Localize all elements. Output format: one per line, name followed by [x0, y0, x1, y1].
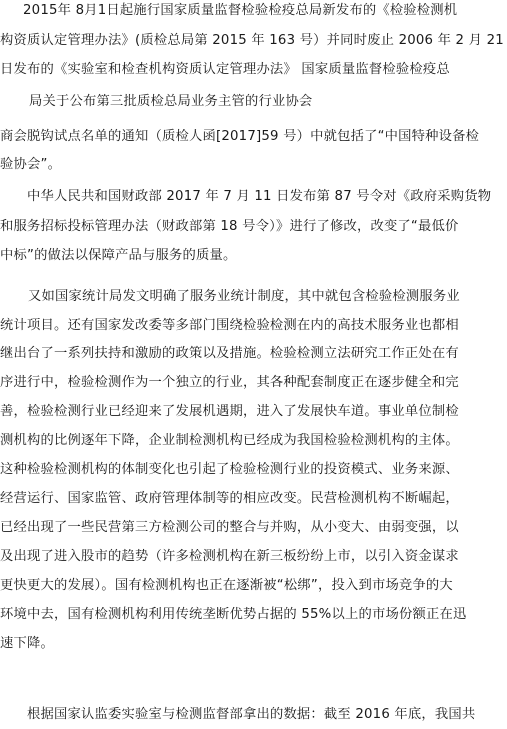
text-line: 更快更大的发展）。国有检测机构也正在逐渐被“松绑”，投入到市场竞争的大 [0, 578, 453, 593]
text-line: 构资质认定管理办法》(质检总局第 2015 年 163 号）并同时废止 2006 年 2 月 21 [0, 33, 504, 48]
text-line: 中华人民共和国财政部 2017 年 7 月 11 日发布第 87 号令对《政府采购货物 [27, 189, 492, 204]
text-line: 已经出现了一些民营第三方检测公司的整合与并购，从小变大、由弱变强，以 [0, 520, 459, 535]
text-line: 根据国家认监委实验室与检测监督部拿出的数据：截至 2016 年底，我国共 [27, 707, 476, 722]
text-line: 善，检验检测行业已经迎来了发展机遇期，进入了发展快车道。事业单位制检 [0, 404, 459, 419]
text-line: 及出现了进入股市的趋势（许多检测机构在新三板纷纷上市，以引入资金谋求 [0, 549, 459, 564]
text-line: 商会脱钩试点名单的通知（质检人函[2017]59 号）中就包括了“中国特种设备检 [0, 129, 480, 144]
text-line: 和服务招标投标管理办法（财政部第 18 号令）》进行了修改，改变了“最低价 [0, 219, 459, 234]
text-line: 继出台了一系列扶持和激励的政策以及措施。检验检测立法研究工作正处在有 [0, 346, 459, 361]
text-line: 这种检验检测机构的体制变化也引起了检验检测行业的投资模式、业务来源、 [0, 462, 459, 477]
text-line: 日发布的《实验室和检查机构资质认定管理办法》 国家质量监督检验检疫总 [0, 62, 450, 77]
text-line: 验协会”。 [0, 157, 62, 172]
text-line: 经营运行、国家监管、政府管理体制等的相应改变。民营检测机构不断崛起， [0, 491, 459, 506]
text-line: 又如国家统计局发文明确了服务业统计制度，其中就包含检验检测服务业 [28, 289, 460, 304]
text-line: 2015年 8月1日起施行国家质量监督检验检疫总局新发布的《检验检测机 [23, 3, 458, 18]
text-line: 序进行中，检验检测作为一个独立的行业，其各种配套制度正在逐步健全和完 [0, 375, 459, 390]
text-line: 速下降。 [0, 636, 54, 651]
text-line: 中标”的做法以保障产品与服务的质量。 [0, 248, 237, 263]
text-line: 统计项目。还有国家发改委等多部门围绕检验检测在内的高技术服务业也都相 [0, 318, 459, 333]
text-line: 局关于公布第三批质检总局业务主管的行业协会 [29, 94, 313, 109]
text-line: 测机构的比例逐年下降，企业制检测机构已经成为我国检验检测机构的主体。 [0, 433, 459, 448]
text-line: 环境中去，国有检测机构利用传统垄断优势占据的 55%以上的市场份额正在迅 [0, 607, 467, 622]
